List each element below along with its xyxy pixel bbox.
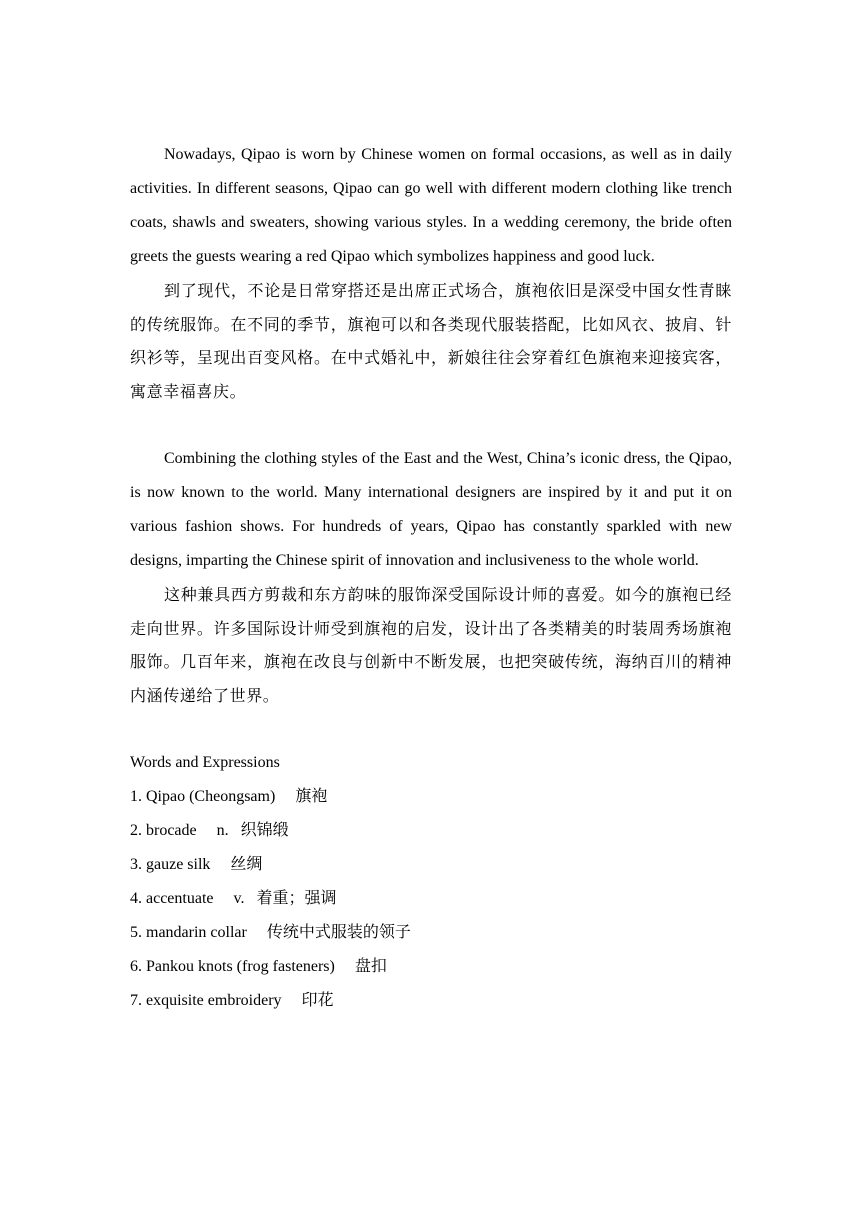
word-number: 3. [130, 856, 142, 873]
word-number: 2. [130, 822, 142, 839]
word-item [130, 916, 732, 950]
paragraph-2-chinese: 这种兼具西方剪裁和东方韵味的服饰深受国际设计师的喜爱。如今的旗袍已经走向世界。许多国际设计师受到旗袍的启发，设计出了各类精美的时装周秀场旗袍服饰。几百年来，旗袍在改良与创新中不断发展，也把突破传统，海纳百川的精神内涵传递给了世界。 [130, 585, 732, 705]
paragraph-1-chinese: 到了现代，不论是日常穿搭还是出席正式场合，旗袍依旧是深受中国女性青睐的传统服饰。在不同的季节，旗袍可以和各类现代服装搭配，比如风衣、披肩、针织衫等，呈现出百变风格。在中式婚礼中，新娘往往会穿着红色旗袍来迎接宾客，寓意幸福喜庆。 [130, 281, 732, 401]
word-item [130, 780, 732, 814]
word-meaning: 着重；强调 [256, 890, 337, 907]
word-meaning: 印花 [301, 992, 334, 1009]
word-part-of-speech: n. [216, 822, 229, 839]
word-item [130, 848, 732, 882]
blank-line [130, 712, 732, 746]
words-section-title: Words and Expressions [130, 754, 280, 771]
word-term: exquisite embroidery [146, 992, 282, 1009]
word-list [130, 780, 732, 1018]
word-number: 4. [130, 890, 142, 907]
word-number: 1. [130, 788, 142, 805]
word-term: brocade [146, 822, 197, 839]
document-body [130, 138, 732, 1018]
word-term: Pankou knots (frog fasteners) [146, 958, 335, 975]
word-term: gauze silk [146, 856, 211, 873]
word-item [130, 950, 732, 984]
paragraph-1-english: Nowadays, Qipao is worn by Chinese women on formal occasions, as well as in daily activities. In different seasons, Qipao can go well with different modern clothing like trench coats, shawls and sweaters, showing various styles. In a wedding ceremony, the bride often greets the guests wearing a red Qipao which symbolizes happiness and good luck. [130, 146, 732, 265]
word-meaning: 丝绸 [230, 856, 263, 873]
word-term: mandarin collar [146, 924, 247, 941]
blank-line [130, 408, 732, 442]
word-part-of-speech: v. [233, 890, 245, 907]
word-item [130, 882, 732, 916]
word-item [130, 814, 732, 848]
word-meaning: 盘扣 [354, 958, 387, 975]
word-number: 5. [130, 924, 142, 941]
word-item [130, 984, 732, 1018]
word-meaning: 织锦缎 [240, 822, 289, 839]
paragraph-2-english: Combining the clothing styles of the East and the West, China’s iconic dress, the Qipao, is now known to the world. Many international designers are inspired by it and put it on various fashion shows. For hundreds of years, Qipao has constantly sparkled with new designs, imparting the Chinese spirit of innovation and inclusiveness to the whole world. [130, 450, 732, 569]
word-meaning: 旗袍 [295, 788, 328, 805]
word-meaning: 传统中式服装的领子 [266, 924, 411, 941]
word-term: accentuate [146, 890, 214, 907]
word-term: Qipao (Cheongsam) [146, 788, 276, 805]
word-number: 7. [130, 992, 142, 1009]
word-number: 6. [130, 958, 142, 975]
